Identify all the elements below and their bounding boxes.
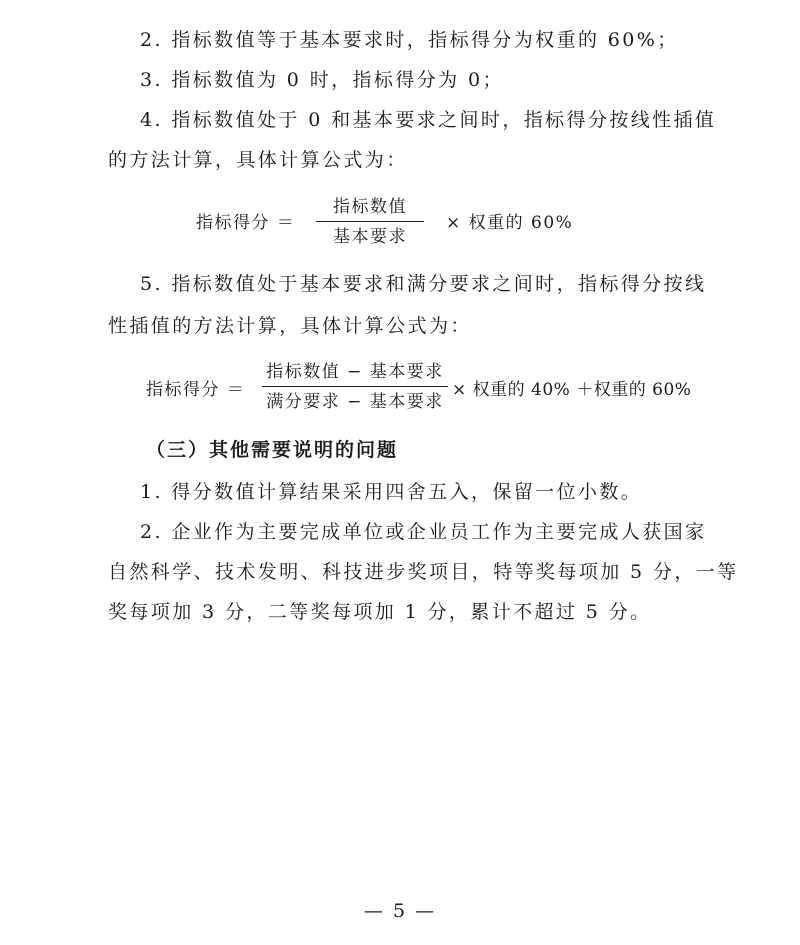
section-heading: （三）其他需要说明的问题 (146, 439, 399, 461)
paragraph-item-3: 3. 指标数值为 0 时，指标得分为 0； (140, 69, 504, 91)
paragraph-item-4-line-1: 4. 指标数值处于 0 和基本要求之间时，指标得分按线性插值 (140, 109, 717, 131)
formula-2-numerator: 指标数值 − 基本要求 (266, 362, 444, 382)
formula-2-fraction (262, 360, 448, 414)
formula-1-denominator: 基本要求 (333, 227, 407, 247)
paragraph-item-5-line-1: 5. 指标数值处于基本要求和满分要求之间时，指标得分按线 (140, 273, 707, 295)
formula-1-fraction (316, 195, 424, 249)
formula-1-rhs: × 权重的 60% (446, 213, 574, 233)
fraction-bar (262, 386, 448, 387)
paragraph-item-4-line-2: 的方法计算，具体计算公式为： (108, 149, 408, 171)
formula-2-rhs: × 权重的 40% ＋权重的 60% (452, 380, 692, 400)
formula-1-lhs: 指标得分 ＝ (196, 213, 296, 233)
formula-2-denominator: 满分要求 − 基本要求 (266, 392, 444, 412)
paragraph-item-2: 2. 指标数值等于基本要求时，指标得分为权重的 60%； (140, 29, 679, 51)
formula-1-numerator: 指标数值 (333, 197, 407, 217)
section-item-2-line-1: 2. 企业作为主要完成单位或企业员工作为主要完成人获国家 (140, 521, 707, 543)
section-item-2-line-3: 奖每项加 3 分，二等奖每项加 1 分，累计不超过 5 分。 (108, 601, 652, 623)
paragraph-item-5-line-2: 性插值的方法计算，具体计算公式为： (108, 315, 472, 337)
section-item-1: 1. 得分数值计算结果采用四舍五入，保留一位小数。 (140, 481, 643, 503)
section-item-2-line-2: 自然科学、技术发明、科技进步奖项目，特等奖每项加 5 分，一等 (108, 561, 739, 583)
formula-2-lhs: 指标得分 ＝ (146, 380, 246, 400)
page-number: — 5 — (363, 900, 437, 922)
fraction-bar (316, 221, 424, 222)
